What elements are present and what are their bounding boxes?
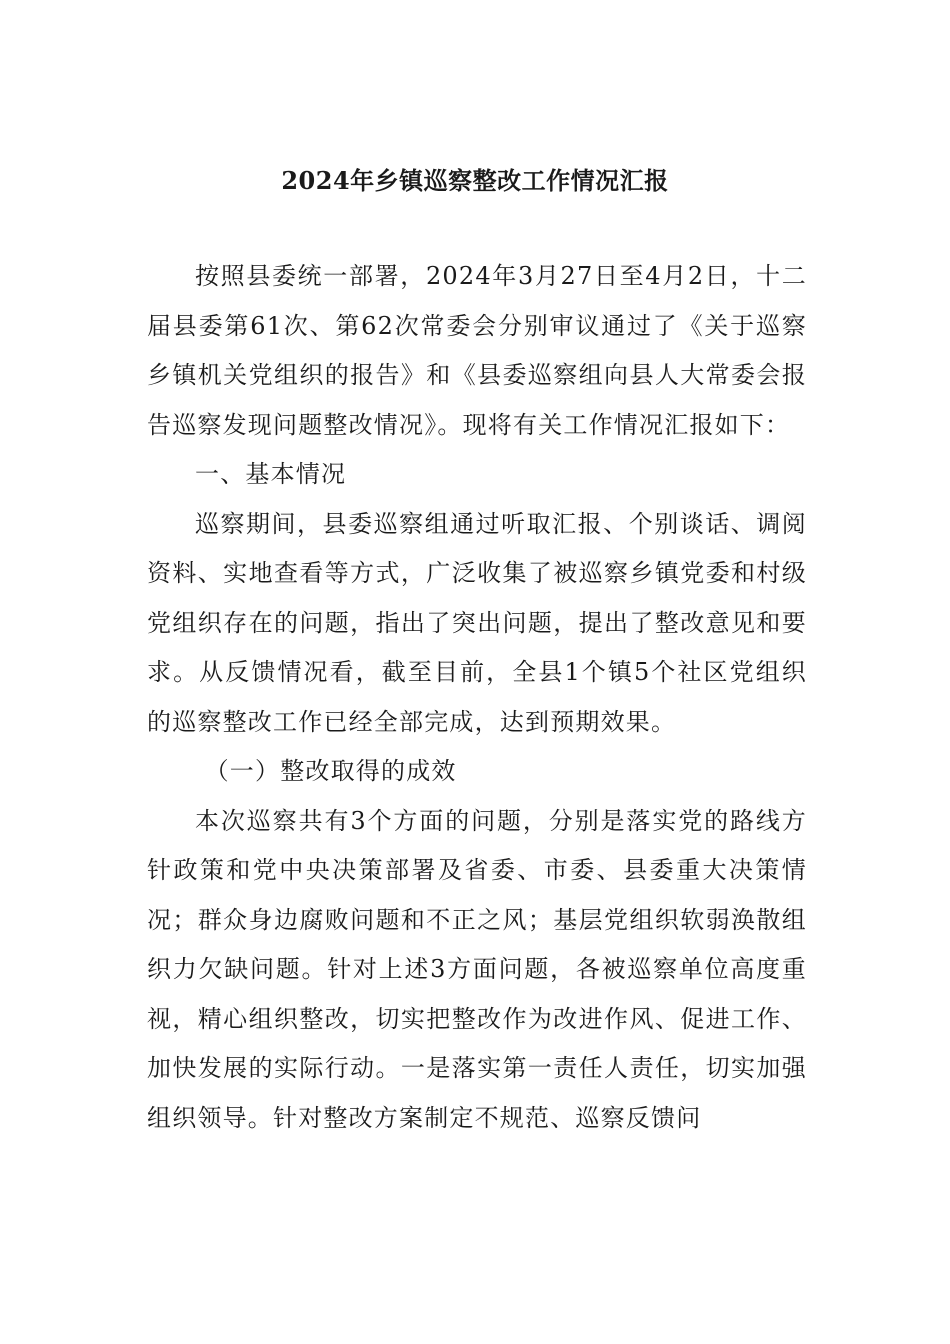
section-heading-basic-situation: 一、基本情况 <box>195 460 347 488</box>
subsection-paragraph-results: 本次巡察共有3个方面的问题，分别是落实党的路线方针政策和党中央决策部署及省委、市委、县委重大决策情况；群众身边腐败问题和不正之风；基层党组织软弱涣散组织力欠缺问题。针对上述3方面问题，各被巡察单位高度重视，精心组织整改，切实把整改作为改进作风、促进工作、加快发展的实际行动。一是落实第一责任人责任，切实加强组织领导。针对整改方案制定不规范、巡察反馈问 <box>147 806 807 1132</box>
subsection-heading-results: （一）整改取得的成效 <box>204 757 457 785</box>
document-body <box>147 222 807 1143</box>
document-title: 2024年乡镇巡察整改工作情况汇报 <box>281 166 669 195</box>
section-paragraph-basic-situation: 巡察期间，县委巡察组通过听取汇报、个别谈话、调阅资料、实地查看等方式，广泛收集了被巡察乡镇党委和村级党组织存在的问题，指出了突出问题，提出了整改意见和要求。从反馈情况看，截至目前，全县1个镇5个社区党组织的巡察整改工作已经全部完成，达到预期效果。 <box>147 509 807 736</box>
intro-paragraph: 按照县委统一部署，2024年3月27日至4月2日，十二届县委第61次、第62次常委会分别审议通过了《关于巡察乡镇机关党组织的报告》和《县委巡察组向县人大常委会报告巡察发现问题整改情况》。现将有关工作情况汇报如下： <box>147 262 807 439</box>
